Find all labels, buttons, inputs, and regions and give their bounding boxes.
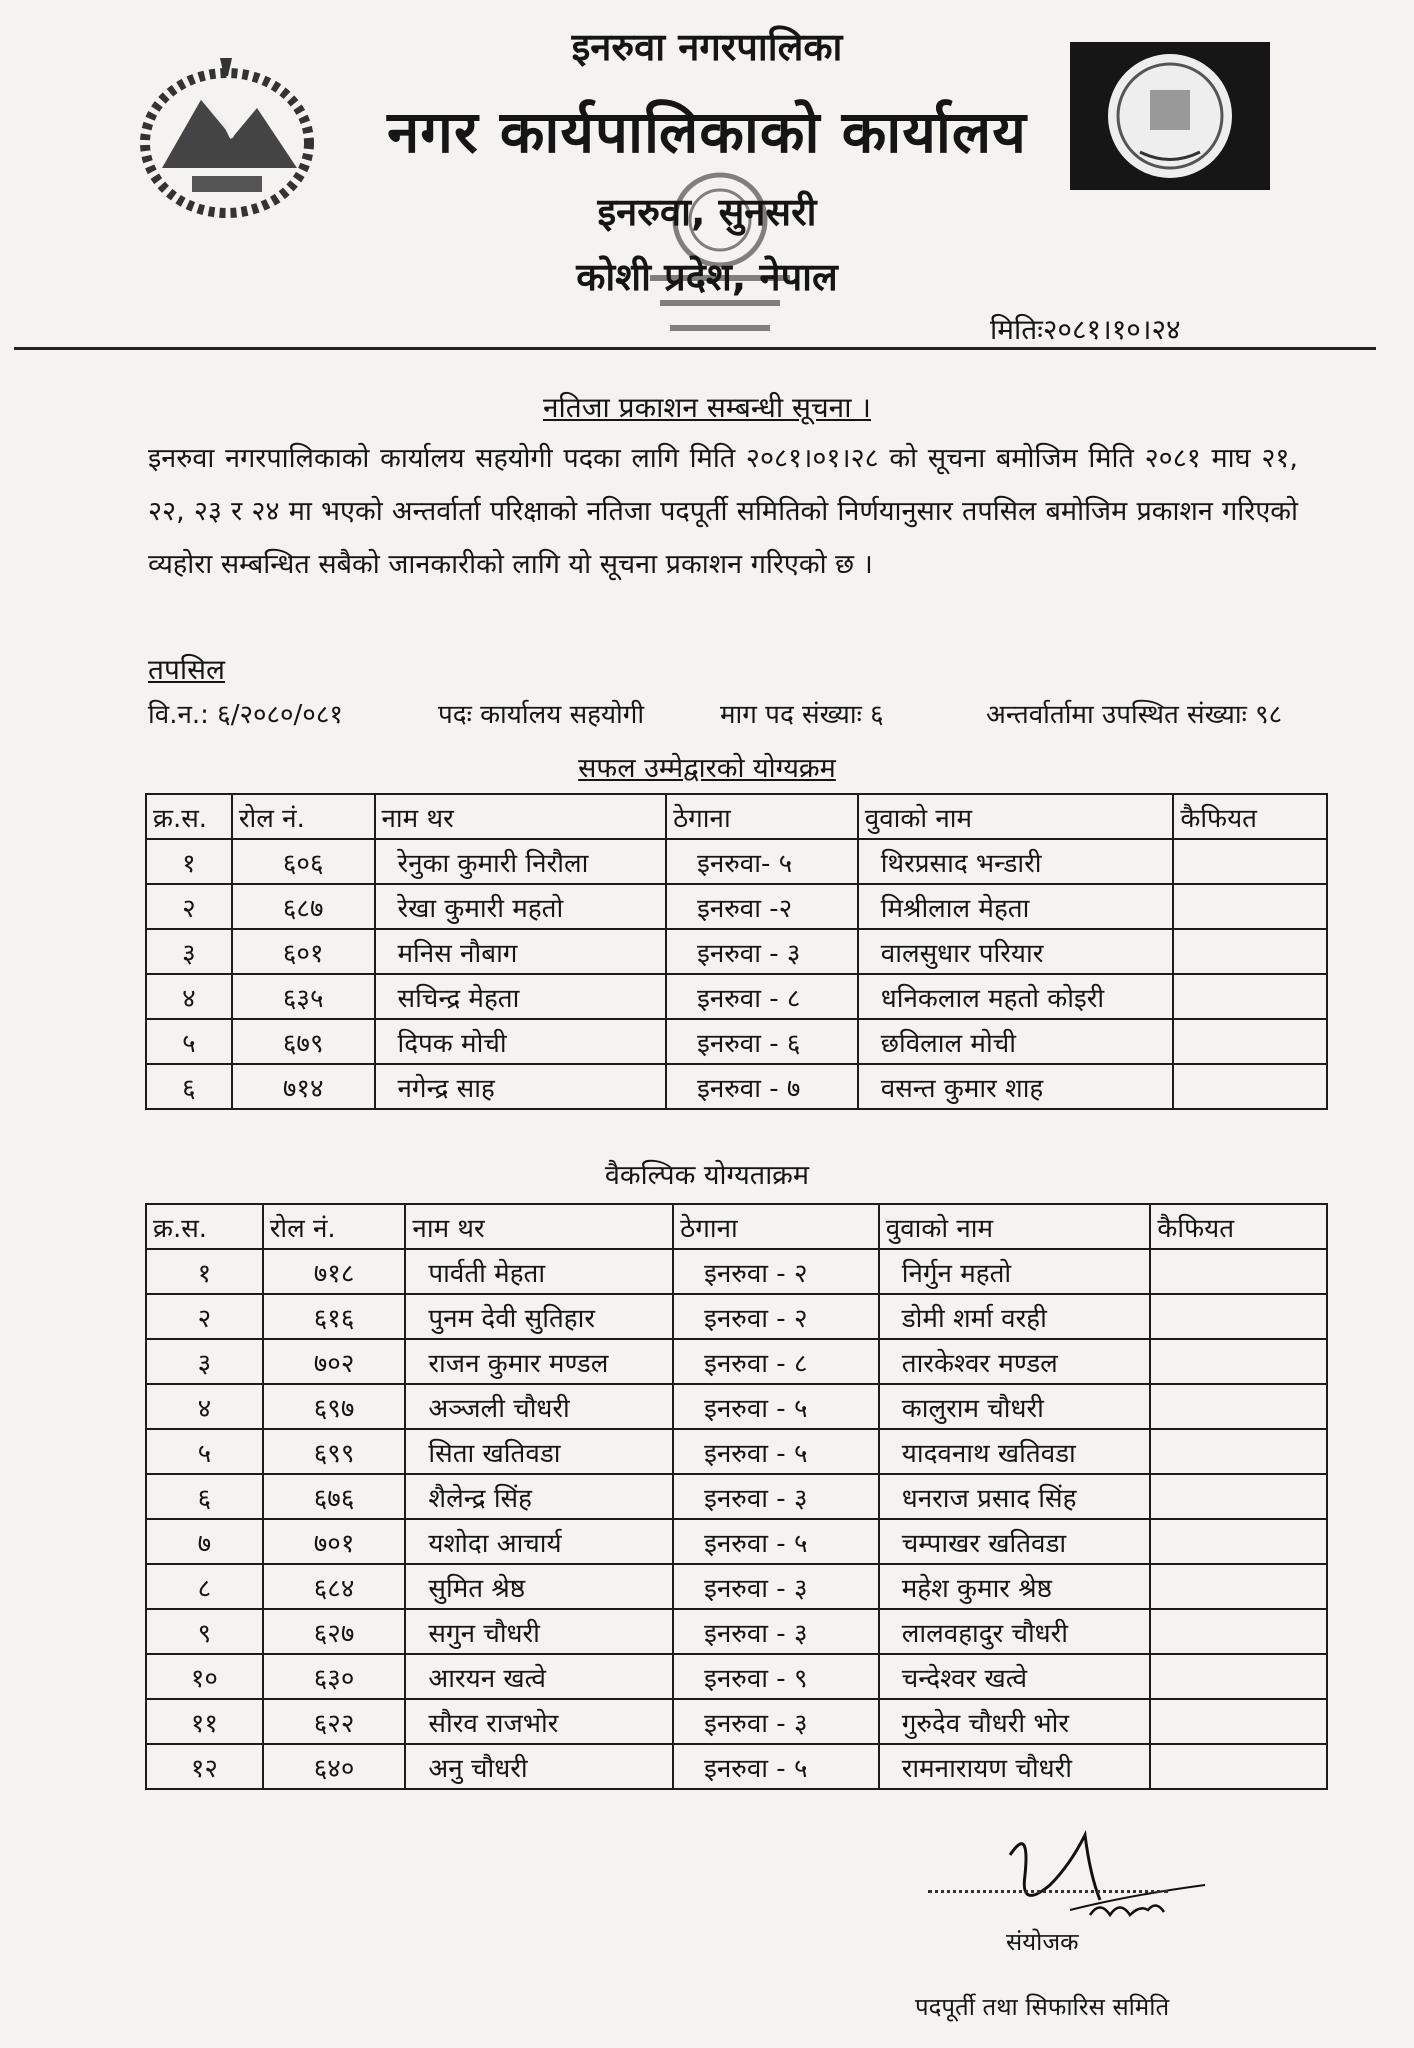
table-cell: १ [146, 1249, 263, 1294]
column-header: वुवाको नाम [879, 1204, 1151, 1249]
table-cell: इनरुवा - ७ [666, 1064, 858, 1109]
table-cell [1150, 1339, 1327, 1384]
table-cell: २ [146, 1294, 263, 1339]
table-cell: ६७६ [263, 1474, 406, 1519]
table-cell [1173, 974, 1327, 1019]
table-cell: मनिस नौबाग [375, 929, 667, 974]
table-cell: ६८७ [232, 884, 375, 929]
table-row [146, 1249, 1327, 1294]
table-cell: इनरुवा - ५ [673, 1519, 879, 1564]
table-cell: इनरुवा - ५ [673, 1744, 879, 1789]
notice-date: मितिः२०८१।१०।२४ [990, 313, 1181, 346]
successful-list-title-text: सफल उम्मेद्वारको योग्यक्रम [578, 753, 836, 784]
table-cell: ६२७ [263, 1609, 406, 1654]
table-cell: इनरुवा - ५ [673, 1384, 879, 1429]
table-cell: सुमित श्रेष्ठ [405, 1564, 673, 1609]
office-location-province: कोशी प्रदेश, नेपाल [576, 255, 838, 299]
table-cell: ६३० [263, 1654, 406, 1699]
table-cell [1150, 1699, 1327, 1744]
table-cell: ६१६ [263, 1294, 406, 1339]
notice-title-text: नतिजा प्रकाशन सम्बन्धी सूचना । [542, 391, 871, 424]
table-cell: कालुराम चौधरी [879, 1384, 1151, 1429]
table-cell: ६०६ [232, 839, 375, 884]
table-cell: सचिन्द्र मेहता [375, 974, 667, 1019]
table-row [146, 1564, 1327, 1609]
table-cell: ३ [146, 929, 232, 974]
table-cell: मिश्रीलाल मेहता [858, 884, 1174, 929]
table-row [146, 884, 1327, 929]
table-cell: ७१८ [263, 1249, 406, 1294]
table-cell: १ [146, 839, 232, 884]
table-cell [1150, 1249, 1327, 1294]
committee-name: पदपूर्ती तथा सिफारिस समिति [915, 1993, 1170, 2021]
demand-count: माग पद संख्याः ६ [720, 700, 884, 730]
table-row [146, 1339, 1327, 1384]
table-cell: इनरुवा - ३ [673, 1699, 879, 1744]
table-cell: इनरुवा- ५ [666, 839, 858, 884]
table-cell: अञ्जली चौधरी [405, 1384, 673, 1429]
table-cell: ८ [146, 1564, 263, 1609]
table-row [146, 1699, 1327, 1744]
table-row [146, 1519, 1327, 1564]
table-cell: लालवहादुर चौधरी [879, 1609, 1151, 1654]
notice-body: इनरुवा नगरपालिकाको कार्यालय सहयोगी पदका लागि मिति २०८१।०१।२८ को सूचना बमोजिम मिति २०८१ माघ २१, २२, २३ र २४ मा भएको अन्तर्वार्ता परिक्षाको नतिजा पदपूर्ती समितिको निर्णयानुसार तपसिल बमोजिम प्रकाशन गरिएको व्यहोरा सम्बन्धित सबैको जानकारीको लागि यो सूचना प्रकाशन गरिएको छ । [148, 443, 1298, 580]
table-row [146, 1019, 1327, 1064]
table-cell: शैलेन्द्र सिंह [405, 1474, 673, 1519]
table-cell: ५ [146, 1019, 232, 1064]
column-header: वुवाको नाम [858, 794, 1174, 839]
successful-list-title [0, 748, 1414, 785]
table-cell [1150, 1654, 1327, 1699]
table-cell: धनिकलाल महतो कोइरी [858, 974, 1174, 1019]
table-cell: रामनारायण चौधरी [879, 1744, 1151, 1789]
column-header: रोल नं. [263, 1204, 406, 1249]
table-cell: १२ [146, 1744, 263, 1789]
table-cell: इनरुवा -२ [666, 884, 858, 929]
table-row [146, 1064, 1327, 1109]
table-cell: रेखा कुमारी महतो [375, 884, 667, 929]
table-cell: तारकेश्वर मण्डल [879, 1339, 1151, 1384]
table-cell: पार्वती मेहता [405, 1249, 673, 1294]
signatory-role: संयोजक [1006, 1928, 1079, 1956]
table-cell: यादवनाथ खतिवडा [879, 1429, 1151, 1474]
table-cell: डोमी शर्मा वरही [879, 1294, 1151, 1339]
notice-title [0, 388, 1414, 426]
table-cell [1173, 884, 1327, 929]
column-header: कैफियत [1173, 794, 1327, 839]
table-cell: ९ [146, 1609, 263, 1654]
alternate-list-title: वैकल्पिक योग्यताक्रम [604, 1160, 810, 1191]
table-cell: राजन कुमार मण्डल [405, 1339, 673, 1384]
table-cell: ६८४ [263, 1564, 406, 1609]
table-cell: ६९९ [263, 1429, 406, 1474]
signature-line [928, 1890, 1168, 1893]
successful-candidates-table [145, 793, 1328, 1110]
table-row [146, 1294, 1327, 1339]
table-row [146, 1384, 1327, 1429]
table-cell: आरयन खत्वे [405, 1654, 673, 1699]
table-cell: गुरुदेव चौधरी भोर [879, 1699, 1151, 1744]
column-header: रोल नं. [232, 794, 375, 839]
table-cell: नगेन्द्र साह [375, 1064, 667, 1109]
table-cell: इनरुवा - ६ [666, 1019, 858, 1064]
table-cell: ६२२ [263, 1699, 406, 1744]
table-cell: ७०२ [263, 1339, 406, 1384]
table-cell: ६०१ [232, 929, 375, 974]
table-cell: चन्देश्वर खत्वे [879, 1654, 1151, 1699]
table-cell: छविलाल मोची [858, 1019, 1174, 1064]
table-cell [1150, 1564, 1327, 1609]
table-cell [1150, 1744, 1327, 1789]
table-row [146, 1744, 1327, 1789]
table-cell: सगुन चौधरी [405, 1609, 673, 1654]
table-cell: ६९७ [263, 1384, 406, 1429]
office-location-district: इनरुवा, सुनसरी [597, 190, 817, 234]
table-cell: ६ [146, 1474, 263, 1519]
table-cell: महेश कुमार श्रेष्ठ [879, 1564, 1151, 1609]
table-cell [1150, 1609, 1327, 1654]
table-cell: ६४० [263, 1744, 406, 1789]
table-cell: दिपक मोची [375, 1019, 667, 1064]
table-cell: ६३५ [232, 974, 375, 1019]
column-header: नाम थर [375, 794, 667, 839]
table-cell: ४ [146, 974, 232, 1019]
column-header: क्र.स. [146, 1204, 263, 1249]
table-cell [1150, 1384, 1327, 1429]
details-heading: तपसिल [148, 653, 226, 686]
table-cell: इनरुवा - ३ [673, 1609, 879, 1654]
table-cell: ६ [146, 1064, 232, 1109]
table-cell: सिता खतिवडा [405, 1429, 673, 1474]
table-cell: इनरुवा - ३ [673, 1564, 879, 1609]
post-name: पदः कार्यालय सहयोगी [438, 700, 645, 730]
column-header: ठेगाना [673, 1204, 879, 1249]
table-cell: ११ [146, 1699, 263, 1744]
table-cell: इनरुवा - ९ [673, 1654, 879, 1699]
table-cell: थिरप्रसाद भन्डारी [858, 839, 1174, 884]
column-header: ठेगाना [666, 794, 858, 839]
table-cell: ७१४ [232, 1064, 375, 1109]
table-cell: इनरुवा - ३ [673, 1474, 879, 1519]
table-row [146, 1429, 1327, 1474]
handwritten-signature [990, 1815, 1220, 1939]
table-cell: यशोदा आचार्य [405, 1519, 673, 1564]
table-row [146, 1609, 1327, 1654]
table-cell: ५ [146, 1429, 263, 1474]
advertisement-number: वि.न.: ६/२०८०/०८१ [148, 700, 343, 730]
table-cell [1173, 839, 1327, 884]
table-cell: वसन्त कुमार शाह [858, 1064, 1174, 1109]
table-row [146, 929, 1327, 974]
table-cell [1150, 1519, 1327, 1564]
table-row [146, 839, 1327, 884]
table-cell: इनरुवा - ८ [666, 974, 858, 1019]
column-header: कैफियत [1150, 1204, 1327, 1249]
table-cell: धनराज प्रसाद सिंह [879, 1474, 1151, 1519]
table-cell: ७ [146, 1519, 263, 1564]
table-cell: ४ [146, 1384, 263, 1429]
table-header-row [146, 794, 1327, 839]
table-header-row [146, 1204, 1327, 1249]
present-count: अन्तर्वार्तामा उपस्थित संख्याः ९८ [986, 700, 1283, 730]
table-cell: इनरुवा - ८ [673, 1339, 879, 1384]
table-cell: चम्पाखर खतिवडा [879, 1519, 1151, 1564]
table-cell: २ [146, 884, 232, 929]
table-row [146, 1654, 1327, 1699]
column-header: नाम थर [405, 1204, 673, 1249]
table-cell [1173, 929, 1327, 974]
alternate-candidates-table [145, 1203, 1328, 1790]
table-row [146, 974, 1327, 1019]
table-row [146, 1474, 1327, 1519]
header-divider [14, 347, 1376, 350]
table-cell [1173, 1064, 1327, 1109]
table-cell: इनरुवा - २ [673, 1249, 879, 1294]
table-cell: इनरुवा - ३ [666, 929, 858, 974]
table-cell: इनरुवा - २ [673, 1294, 879, 1339]
table-cell [1173, 1019, 1327, 1064]
column-header: क्र.स. [146, 794, 232, 839]
table-cell [1150, 1294, 1327, 1339]
table-cell [1150, 1474, 1327, 1519]
table-cell: इनरुवा - ५ [673, 1429, 879, 1474]
table-cell: ६७९ [232, 1019, 375, 1064]
table-cell [1150, 1429, 1327, 1474]
municipality-name: इनरुवा नगरपालिका [571, 25, 843, 69]
table-cell: ७०१ [263, 1519, 406, 1564]
table-cell: वालसुधार परियार [858, 929, 1174, 974]
table-cell: १० [146, 1654, 263, 1699]
table-cell: निर्गुन महतो [879, 1249, 1151, 1294]
table-cell: अनु चौधरी [405, 1744, 673, 1789]
table-cell: सौरव राजभोर [405, 1699, 673, 1744]
table-cell: ३ [146, 1339, 263, 1384]
table-cell: पुनम देवी सुतिहार [405, 1294, 673, 1339]
office-title: नगर कार्यपालिकाको कार्यालय [387, 98, 1027, 166]
table-cell: रेनुका कुमारी निरौला [375, 839, 667, 884]
